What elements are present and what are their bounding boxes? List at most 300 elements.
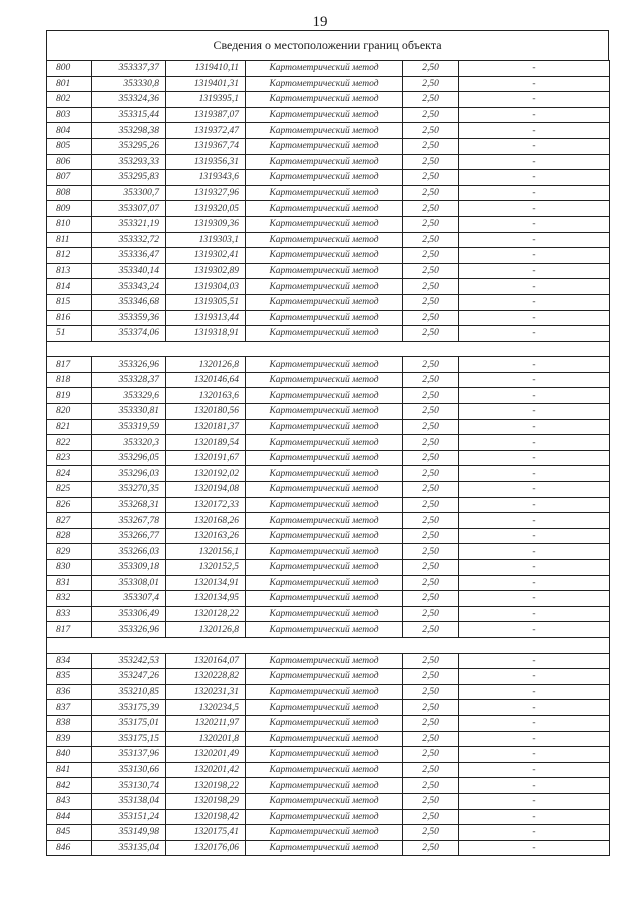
note-cell: -: [459, 778, 610, 794]
x-coordinate-cell: 353307,4: [92, 591, 166, 607]
y-coordinate-cell: 1319318,91: [166, 326, 246, 342]
x-coordinate-cell: 353326,96: [92, 622, 166, 638]
note-cell: -: [459, 482, 610, 498]
method-cell: Картометрический метод: [246, 653, 403, 669]
x-coordinate-cell: 353320,3: [92, 435, 166, 451]
table-row: [47, 154, 610, 170]
method-cell: Картометрический метод: [246, 61, 403, 77]
method-cell: Картометрический метод: [246, 201, 403, 217]
method-cell: Картометрический метод: [246, 715, 403, 731]
note-cell: -: [459, 809, 610, 825]
note-cell: -: [459, 404, 610, 420]
point-number-cell: 807: [47, 170, 92, 186]
note-cell: -: [459, 216, 610, 232]
method-cell: Картометрический метод: [246, 809, 403, 825]
method-cell: Картометрический метод: [246, 248, 403, 264]
y-coordinate-cell: 1320175,41: [166, 825, 246, 841]
x-coordinate-cell: 353296,03: [92, 466, 166, 482]
method-cell: Картометрический метод: [246, 700, 403, 716]
x-coordinate-cell: 353326,96: [92, 357, 166, 373]
note-cell: -: [459, 840, 610, 856]
table-row: [47, 700, 610, 716]
x-coordinate-cell: 353295,83: [92, 170, 166, 186]
accuracy-cell: 2,50: [403, 388, 459, 404]
x-coordinate-cell: 353175,15: [92, 731, 166, 747]
y-coordinate-cell: 1320198,22: [166, 778, 246, 794]
x-coordinate-cell: 353374,06: [92, 326, 166, 342]
method-cell: Картометрический метод: [246, 185, 403, 201]
note-cell: -: [459, 731, 610, 747]
accuracy-cell: 2,50: [403, 216, 459, 232]
point-number-cell: 813: [47, 263, 92, 279]
y-coordinate-cell: 1320172,33: [166, 497, 246, 513]
point-number-cell: 825: [47, 482, 92, 498]
x-coordinate-cell: 353298,38: [92, 123, 166, 139]
point-number-cell: 833: [47, 606, 92, 622]
y-coordinate-cell: 1320201,8: [166, 731, 246, 747]
accuracy-cell: 2,50: [403, 762, 459, 778]
note-cell: -: [459, 825, 610, 841]
note-cell: -: [459, 575, 610, 591]
boundary-table-frame: [46, 30, 609, 856]
method-cell: Картометрический метод: [246, 606, 403, 622]
table-row: [47, 201, 610, 217]
method-cell: Картометрический метод: [246, 450, 403, 466]
y-coordinate-cell: 1320201,42: [166, 762, 246, 778]
y-coordinate-cell: 1320231,31: [166, 684, 246, 700]
accuracy-cell: 2,50: [403, 747, 459, 763]
table-row: [47, 747, 610, 763]
method-cell: Картометрический метод: [246, 591, 403, 607]
accuracy-cell: 2,50: [403, 123, 459, 139]
accuracy-cell: 2,50: [403, 279, 459, 295]
method-cell: Картометрический метод: [246, 76, 403, 92]
y-coordinate-cell: 1320228,82: [166, 669, 246, 685]
point-number-cell: 832: [47, 591, 92, 607]
note-cell: -: [459, 513, 610, 529]
accuracy-cell: 2,50: [403, 310, 459, 326]
table-row: [47, 622, 610, 638]
point-number-cell: 817: [47, 357, 92, 373]
y-coordinate-cell: 1320134,91: [166, 575, 246, 591]
y-coordinate-cell: 1320211,97: [166, 715, 246, 731]
method-cell: Картометрический метод: [246, 482, 403, 498]
note-cell: -: [459, 450, 610, 466]
y-coordinate-cell: 1320181,37: [166, 419, 246, 435]
table-row: [47, 560, 610, 576]
point-number-cell: 834: [47, 653, 92, 669]
y-coordinate-cell: 1320128,22: [166, 606, 246, 622]
accuracy-cell: 2,50: [403, 154, 459, 170]
note-cell: -: [459, 232, 610, 248]
table-row: [47, 123, 610, 139]
point-number-cell: 811: [47, 232, 92, 248]
method-cell: Картометрический метод: [246, 747, 403, 763]
table-row: [47, 388, 610, 404]
accuracy-cell: 2,50: [403, 294, 459, 310]
method-cell: Картометрический метод: [246, 294, 403, 310]
method-cell: Картометрический метод: [246, 310, 403, 326]
point-number-cell: 821: [47, 419, 92, 435]
note-cell: -: [459, 591, 610, 607]
point-number-cell: 814: [47, 279, 92, 295]
y-coordinate-cell: 1320198,42: [166, 809, 246, 825]
y-coordinate-cell: 1319309,36: [166, 216, 246, 232]
accuracy-cell: 2,50: [403, 700, 459, 716]
accuracy-cell: 2,50: [403, 684, 459, 700]
table-row: [47, 482, 610, 498]
accuracy-cell: 2,50: [403, 840, 459, 856]
x-coordinate-cell: 353330,8: [92, 76, 166, 92]
method-cell: Картометрический метод: [246, 731, 403, 747]
point-number-cell: 830: [47, 560, 92, 576]
point-number-cell: 823: [47, 450, 92, 466]
note-cell: -: [459, 560, 610, 576]
note-cell: -: [459, 310, 610, 326]
accuracy-cell: 2,50: [403, 61, 459, 77]
x-coordinate-cell: 353137,96: [92, 747, 166, 763]
accuracy-cell: 2,50: [403, 357, 459, 373]
note-cell: -: [459, 700, 610, 716]
point-number-cell: 816: [47, 310, 92, 326]
note-cell: -: [459, 388, 610, 404]
accuracy-cell: 2,50: [403, 263, 459, 279]
y-coordinate-cell: 1319305,51: [166, 294, 246, 310]
note-cell: -: [459, 294, 610, 310]
point-number-cell: 824: [47, 466, 92, 482]
table-row: [47, 76, 610, 92]
y-coordinate-cell: 1319302,41: [166, 248, 246, 264]
note-cell: -: [459, 154, 610, 170]
method-cell: Картометрический метод: [246, 560, 403, 576]
point-number-cell: 808: [47, 185, 92, 201]
method-cell: Картометрический метод: [246, 388, 403, 404]
note-cell: -: [459, 606, 610, 622]
table-row: [47, 404, 610, 420]
table-row: [47, 715, 610, 731]
accuracy-cell: 2,50: [403, 232, 459, 248]
y-coordinate-cell: 1319410,11: [166, 61, 246, 77]
note-cell: -: [459, 747, 610, 763]
point-number-cell: 844: [47, 809, 92, 825]
method-cell: Картометрический метод: [246, 544, 403, 560]
note-cell: -: [459, 715, 610, 731]
method-cell: Картометрический метод: [246, 216, 403, 232]
note-cell: -: [459, 76, 610, 92]
table-row: [47, 279, 610, 295]
table-row: [47, 684, 610, 700]
x-coordinate-cell: 353336,47: [92, 248, 166, 264]
point-number-cell: 819: [47, 388, 92, 404]
x-coordinate-cell: 353266,77: [92, 528, 166, 544]
accuracy-cell: 2,50: [403, 138, 459, 154]
table-row: [47, 778, 610, 794]
y-coordinate-cell: 1320168,26: [166, 513, 246, 529]
x-coordinate-cell: 353296,05: [92, 450, 166, 466]
note-cell: -: [459, 528, 610, 544]
method-cell: Картометрический метод: [246, 622, 403, 638]
point-number-cell: 820: [47, 404, 92, 420]
point-number-cell: 842: [47, 778, 92, 794]
accuracy-cell: 2,50: [403, 575, 459, 591]
table-row: [47, 357, 610, 373]
x-coordinate-cell: 353247,26: [92, 669, 166, 685]
separator-cell: [47, 341, 610, 357]
note-cell: -: [459, 170, 610, 186]
x-coordinate-cell: 353337,37: [92, 61, 166, 77]
y-coordinate-cell: 1319367,74: [166, 138, 246, 154]
table-row: [47, 310, 610, 326]
accuracy-cell: 2,50: [403, 482, 459, 498]
y-coordinate-cell: 1319303,1: [166, 232, 246, 248]
x-coordinate-cell: 353149,98: [92, 825, 166, 841]
table-row: [47, 248, 610, 264]
point-number-cell: 810: [47, 216, 92, 232]
accuracy-cell: 2,50: [403, 809, 459, 825]
table-row: [47, 840, 610, 856]
method-cell: Картометрический метод: [246, 279, 403, 295]
point-number-cell: 840: [47, 747, 92, 763]
method-cell: Картометрический метод: [246, 170, 403, 186]
group-separator-row: [47, 637, 610, 653]
point-number-cell: 801: [47, 76, 92, 92]
point-number-cell: 841: [47, 762, 92, 778]
point-number-cell: 845: [47, 825, 92, 841]
y-coordinate-cell: 1319356,31: [166, 154, 246, 170]
point-number-cell: 805: [47, 138, 92, 154]
note-cell: -: [459, 669, 610, 685]
point-number-cell: 815: [47, 294, 92, 310]
table-row: [47, 762, 610, 778]
y-coordinate-cell: 1320198,29: [166, 793, 246, 809]
y-coordinate-cell: 1319327,96: [166, 185, 246, 201]
accuracy-cell: 2,50: [403, 404, 459, 420]
y-coordinate-cell: 1320191,67: [166, 450, 246, 466]
point-number-cell: 827: [47, 513, 92, 529]
table-row: [47, 591, 610, 607]
accuracy-cell: 2,50: [403, 731, 459, 747]
point-number-cell: 836: [47, 684, 92, 700]
accuracy-cell: 2,50: [403, 622, 459, 638]
point-number-cell: 804: [47, 123, 92, 139]
method-cell: Картометрический метод: [246, 513, 403, 529]
accuracy-cell: 2,50: [403, 248, 459, 264]
accuracy-cell: 2,50: [403, 419, 459, 435]
point-number-cell: 803: [47, 107, 92, 123]
note-cell: -: [459, 123, 610, 139]
method-cell: Картометрический метод: [246, 528, 403, 544]
accuracy-cell: 2,50: [403, 591, 459, 607]
method-cell: Картометрический метод: [246, 825, 403, 841]
method-cell: Картометрический метод: [246, 840, 403, 856]
separator-cell: [47, 637, 610, 653]
method-cell: Картометрический метод: [246, 404, 403, 420]
method-cell: Картометрический метод: [246, 107, 403, 123]
y-coordinate-cell: 1320156,1: [166, 544, 246, 560]
accuracy-cell: 2,50: [403, 793, 459, 809]
method-cell: Картометрический метод: [246, 684, 403, 700]
point-number-cell: 51: [47, 326, 92, 342]
y-coordinate-cell: 1319302,89: [166, 263, 246, 279]
y-coordinate-cell: 1319343,6: [166, 170, 246, 186]
point-number-cell: 837: [47, 700, 92, 716]
note-cell: -: [459, 435, 610, 451]
x-coordinate-cell: 353130,74: [92, 778, 166, 794]
y-coordinate-cell: 1320126,8: [166, 357, 246, 373]
table-row: [47, 606, 610, 622]
table-row: [47, 575, 610, 591]
y-coordinate-cell: 1320152,5: [166, 560, 246, 576]
y-coordinate-cell: 1319395,1: [166, 92, 246, 108]
table-row: [47, 466, 610, 482]
x-coordinate-cell: 353242,53: [92, 653, 166, 669]
y-coordinate-cell: 1320163,6: [166, 388, 246, 404]
point-number-cell: 835: [47, 669, 92, 685]
y-coordinate-cell: 1320180,56: [166, 404, 246, 420]
x-coordinate-cell: 353210,85: [92, 684, 166, 700]
accuracy-cell: 2,50: [403, 435, 459, 451]
y-coordinate-cell: 1320194,08: [166, 482, 246, 498]
x-coordinate-cell: 353151,24: [92, 809, 166, 825]
method-cell: Картометрический метод: [246, 762, 403, 778]
method-cell: Картометрический метод: [246, 326, 403, 342]
note-cell: -: [459, 762, 610, 778]
x-coordinate-cell: 353315,44: [92, 107, 166, 123]
x-coordinate-cell: 353324,36: [92, 92, 166, 108]
table-row: [47, 216, 610, 232]
accuracy-cell: 2,50: [403, 778, 459, 794]
x-coordinate-cell: 353266,03: [92, 544, 166, 560]
x-coordinate-cell: 353175,01: [92, 715, 166, 731]
point-number-cell: 826: [47, 497, 92, 513]
note-cell: -: [459, 248, 610, 264]
x-coordinate-cell: 353267,78: [92, 513, 166, 529]
y-coordinate-cell: 1319387,07: [166, 107, 246, 123]
accuracy-cell: 2,50: [403, 513, 459, 529]
point-number-cell: 828: [47, 528, 92, 544]
table-row: [47, 809, 610, 825]
x-coordinate-cell: 353175,39: [92, 700, 166, 716]
table-row: [47, 513, 610, 529]
y-coordinate-cell: 1320146,64: [166, 372, 246, 388]
x-coordinate-cell: 353293,33: [92, 154, 166, 170]
table-row: [47, 653, 610, 669]
method-cell: Картометрический метод: [246, 669, 403, 685]
note-cell: -: [459, 326, 610, 342]
note-cell: -: [459, 372, 610, 388]
method-cell: Картометрический метод: [246, 575, 403, 591]
table-row: [47, 232, 610, 248]
x-coordinate-cell: 353329,6: [92, 388, 166, 404]
y-coordinate-cell: 1320176,06: [166, 840, 246, 856]
accuracy-cell: 2,50: [403, 450, 459, 466]
accuracy-cell: 2,50: [403, 185, 459, 201]
table-row: [47, 326, 610, 342]
y-coordinate-cell: 1320189,54: [166, 435, 246, 451]
x-coordinate-cell: 353306,49: [92, 606, 166, 622]
table-row: [47, 294, 610, 310]
table-row: [47, 497, 610, 513]
point-number-cell: 818: [47, 372, 92, 388]
method-cell: Картометрический метод: [246, 263, 403, 279]
note-cell: -: [459, 201, 610, 217]
x-coordinate-cell: 353330,81: [92, 404, 166, 420]
accuracy-cell: 2,50: [403, 497, 459, 513]
table-row: [47, 731, 610, 747]
table-row: [47, 825, 610, 841]
method-cell: Картометрический метод: [246, 372, 403, 388]
note-cell: -: [459, 793, 610, 809]
x-coordinate-cell: 353309,18: [92, 560, 166, 576]
x-coordinate-cell: 353307,07: [92, 201, 166, 217]
note-cell: -: [459, 92, 610, 108]
y-coordinate-cell: 1320201,49: [166, 747, 246, 763]
x-coordinate-cell: 353308,01: [92, 575, 166, 591]
point-number-cell: 806: [47, 154, 92, 170]
point-number-cell: 812: [47, 248, 92, 264]
table-row: [47, 528, 610, 544]
point-number-cell: 829: [47, 544, 92, 560]
x-coordinate-cell: 353359,36: [92, 310, 166, 326]
x-coordinate-cell: 353295,26: [92, 138, 166, 154]
table-row: [47, 61, 610, 77]
note-cell: -: [459, 419, 610, 435]
note-cell: -: [459, 653, 610, 669]
y-coordinate-cell: 1319320,05: [166, 201, 246, 217]
table-row: [47, 263, 610, 279]
x-coordinate-cell: 353319,59: [92, 419, 166, 435]
group-separator-row: [47, 341, 610, 357]
accuracy-cell: 2,50: [403, 653, 459, 669]
y-coordinate-cell: 1319401,31: [166, 76, 246, 92]
table-row: [47, 138, 610, 154]
point-number-cell: 802: [47, 92, 92, 108]
x-coordinate-cell: 353340,14: [92, 263, 166, 279]
point-number-cell: 838: [47, 715, 92, 731]
table-row: [47, 435, 610, 451]
note-cell: -: [459, 466, 610, 482]
y-coordinate-cell: 1320134,95: [166, 591, 246, 607]
x-coordinate-cell: 353300,7: [92, 185, 166, 201]
table-row: [47, 669, 610, 685]
method-cell: Картометрический метод: [246, 419, 403, 435]
note-cell: -: [459, 138, 610, 154]
accuracy-cell: 2,50: [403, 606, 459, 622]
method-cell: Картометрический метод: [246, 435, 403, 451]
accuracy-cell: 2,50: [403, 825, 459, 841]
point-number-cell: 846: [47, 840, 92, 856]
accuracy-cell: 2,50: [403, 544, 459, 560]
y-coordinate-cell: 1320163,26: [166, 528, 246, 544]
table-row: [47, 544, 610, 560]
table-row: [47, 92, 610, 108]
accuracy-cell: 2,50: [403, 372, 459, 388]
accuracy-cell: 2,50: [403, 466, 459, 482]
method-cell: Картометрический метод: [246, 232, 403, 248]
coordinates-table-body: [47, 61, 610, 856]
method-cell: Картометрический метод: [246, 793, 403, 809]
note-cell: -: [459, 185, 610, 201]
method-cell: Картометрический метод: [246, 123, 403, 139]
point-number-cell: 822: [47, 435, 92, 451]
note-cell: -: [459, 497, 610, 513]
y-coordinate-cell: 1319304,03: [166, 279, 246, 295]
note-cell: -: [459, 107, 610, 123]
point-number-cell: 809: [47, 201, 92, 217]
x-coordinate-cell: 353321,19: [92, 216, 166, 232]
accuracy-cell: 2,50: [403, 76, 459, 92]
note-cell: -: [459, 263, 610, 279]
